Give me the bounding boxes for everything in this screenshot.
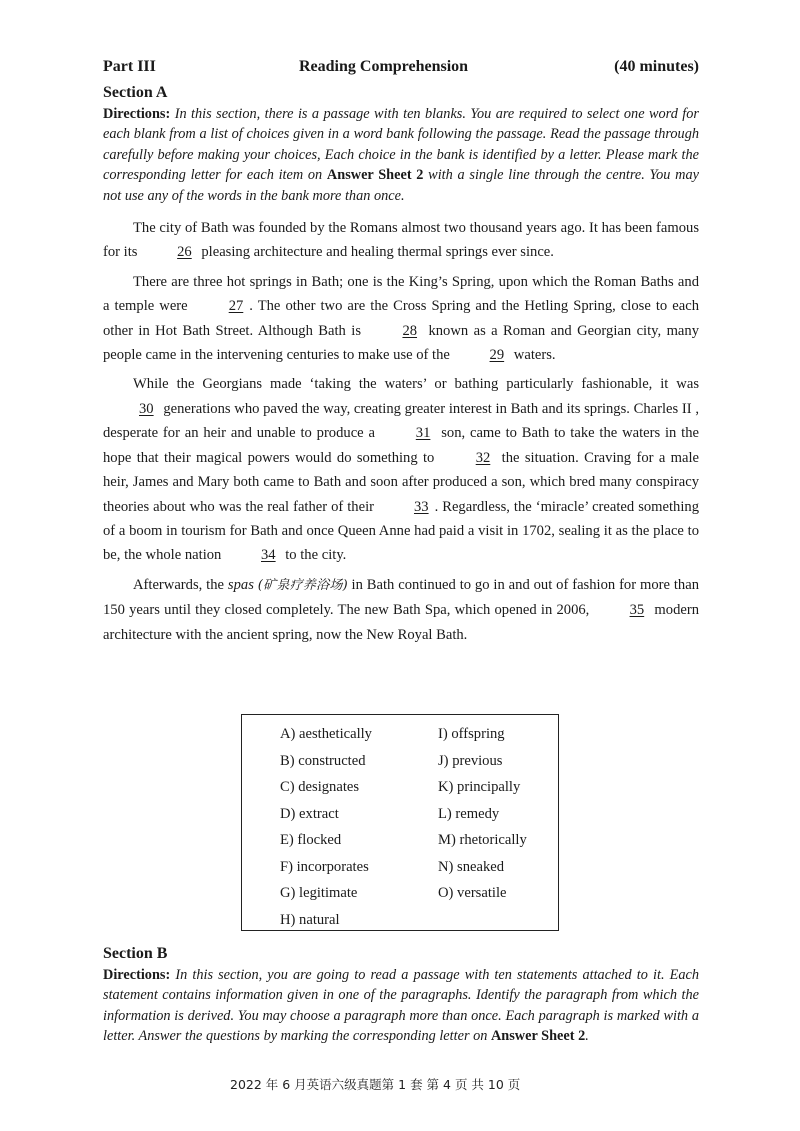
blank-32: 32 [475,449,491,466]
word-option: O) versatile [438,885,507,901]
text: modern architecture with the ancient spring, now the New Royal Bath. [103,602,700,643]
passage-paragraph-2 [103,270,699,368]
blank-27: 27 [228,298,244,315]
passage-paragraph-4 [103,573,699,647]
passage-paragraph-1 [103,216,699,265]
passage-paragraph-3 [103,372,699,567]
directions-text: In this section, there is a passage with ten blanks. You are required to select one word for each blank from a list of choices given in a word bank following the passage. Read the passage through carefully before making your choices, Each choice in the bank is identified by a letter. Please mark the corresponding letter for each item on [103,106,699,184]
text: known as a Roman and Georgian city, many people came in the intervening centuries to make use of the [103,322,699,364]
blank-30: 30 [139,400,154,417]
text: The city of Bath was founded by the Romans almost two thousand years ago. It has been famous for its [103,220,699,261]
directions-text: In this section, you are going to read a passage with ten statements attached to it. Each statement contains information given in one of the paragraphs. Identify the paragraph from which the information is derived. You may choose a paragraph more than once. Each paragraph is marked with a letter. Answer the questions by marking the corresponding letter on [103,967,699,1045]
section-a-title: Section A [103,84,168,101]
word-bank-column-2 [438,721,527,907]
text: in Bath continued to go in and out of fashion for more than 150 years until they closed completely. The new Bath Spa, which opened in 2006, [103,576,699,619]
section-b [103,943,699,1047]
word-option: L) remedy [438,805,500,822]
text: There are three hot springs in Bath; one is the King’s Spring, upon which the Roman Baths and a temple were [103,273,699,315]
word-option: F) incorporates [280,858,369,875]
word-option: M) rhetorically [438,832,527,848]
answer-sheet-ref: Answer Sheet 2 [326,167,424,184]
word-option: A) aesthetically [280,726,372,742]
blank-33: 33 [413,498,429,515]
section-a-directions [103,104,699,206]
chinese-gloss: (矿泉疗养浴场) [257,577,348,593]
text: to the city. [285,547,347,564]
text: waters. [513,347,556,364]
text: . The other two are the Cross Spring and the Hetling Spring, close to each other in Hot Bath Street. Although Bath is [103,298,699,339]
blank-26: 26 [177,244,192,261]
text: the situation. Craving for a male heir, James and Mary both came to Bath and soon after produced a son, which bred many conspiracy theories about who was the real father of their [103,449,700,515]
text: son, came to Bath to take the waters in the hope that their magical powers would do something to [103,425,699,466]
spas-term: spas [227,576,254,593]
part-header [103,58,699,82]
blank-29: 29 [489,347,505,364]
blank-28: 28 [402,322,418,339]
text: . Regardless, the ‘miracle’ created something of a boom in tourism for Bath and once Queen Anne had paid a visit in 1702, sealing it as the place to be, the whole nation [103,498,699,564]
word-option: I) offspring [438,726,505,742]
page-footer: 2022 年 6 月英语六级真题第 1 套 第 4 页 共 10 页 [230,1077,521,1092]
word-option: K) principally [438,779,521,795]
text: Afterwards, the [133,576,225,593]
blank-35: 35 [629,602,645,619]
period: . [585,1028,589,1045]
text: generations who paved the way, creating greater interest in Bath and its springs. Charles II , desperate for an heir and unable to produce a [103,400,699,442]
word-option: J) previous [438,752,503,769]
word-option: C) designates [280,779,360,795]
section-b-directions [103,965,699,1047]
time-limit: (40 minutes) [614,58,699,75]
word-option: G) legitimate [280,885,358,901]
word-option: H) natural [280,911,340,928]
blank-34: 34 [261,547,276,564]
word-option: E) flocked [280,832,342,848]
page-content [103,58,699,647]
directions-tail: with a single line through the centre. You may not use any of the words in the bank more than once. [103,167,699,204]
blank-31: 31 [415,425,431,442]
word-option: B) constructed [280,752,366,769]
part-label: Part III [103,58,156,75]
answer-sheet-ref: Answer Sheet 2 [490,1028,586,1045]
directions-label: Directions: [103,106,171,122]
section-b-title: Section B [103,945,168,962]
word-bank [241,714,559,931]
directions-label: Directions: [103,967,171,983]
word-option: D) extract [280,805,339,822]
word-bank-column-1 [280,721,372,933]
word-option: N) sneaked [438,858,505,875]
text: pleasing architecture and healing thermal springs ever since. [201,244,554,261]
part-title: Reading Comprehension [299,58,469,75]
text: While the Georgians made ‘taking the waters’ or bathing particularly fashionable, it was [133,376,699,393]
